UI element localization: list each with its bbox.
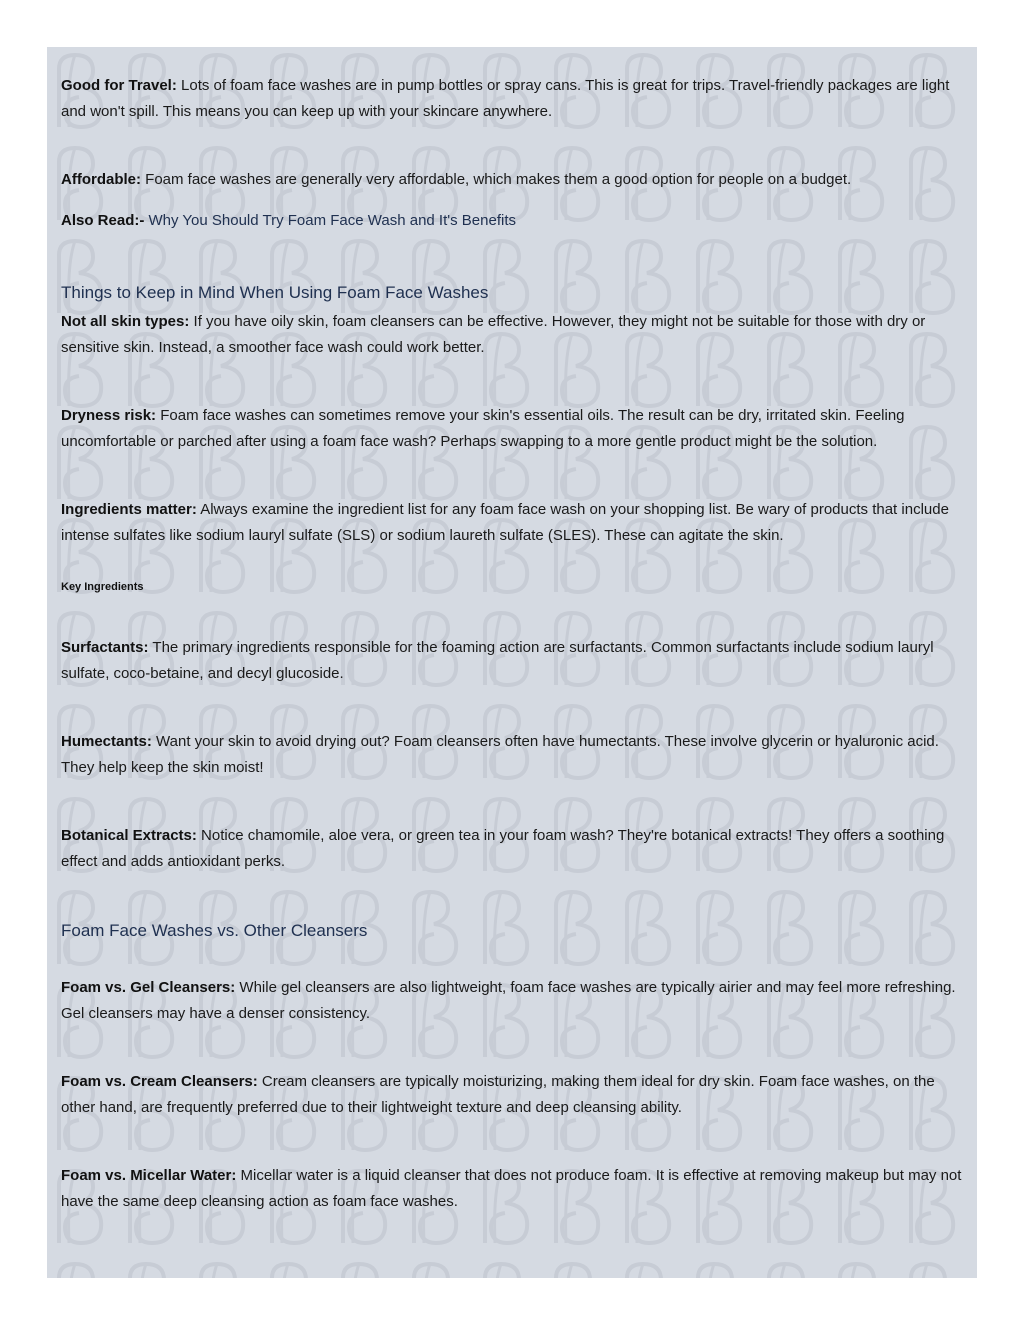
micellar-paragraph [61, 1163, 963, 1215]
micellar-label: Foam vs. Micellar Water: [61, 1167, 237, 1184]
affordable-label: Affordable: [61, 171, 141, 188]
also-read-paragraph [61, 208, 963, 234]
skin-types-paragraph [61, 309, 963, 361]
gel-text: While gel cleansers are also lightweight, foam face washes are typically airier and may feel more refreshing. Gel cleansers may have a denser consistency. [61, 979, 956, 1022]
ingredients-label: Ingredients matter: [61, 501, 197, 518]
travel-label: Good for Travel: [61, 77, 177, 94]
ingredients-text: Always examine the ingredient list for any foam face wash on your shopping list. Be wary of products that include intense sulfates like sodium lauryl sulfate (SLS) or sodium laureth sulfate (SLES). These can agitate the skin. [61, 501, 949, 544]
humectants-text: Want your skin to avoid drying out? Foam cleansers often have humectants. These involve glycerin or hyaluronic acid. They help keep the skin moist! [61, 733, 939, 776]
humectants-label: Humectants: [61, 733, 152, 750]
dryness-paragraph [61, 403, 963, 455]
surfactants-text: The primary ingredients responsible for the foaming action are surfactants. Common surfactants include sodium lauryl sulfate, coco-betaine, and decyl glucoside. [61, 639, 934, 682]
cream-paragraph [61, 1069, 963, 1121]
ingredients-paragraph [61, 497, 963, 549]
key-ingredients-heading: Key Ingredients [61, 581, 144, 593]
humectants-paragraph [61, 729, 963, 781]
travel-paragraph [61, 73, 963, 125]
dryness-text: Foam face washes can sometimes remove your skin's essential oils. The result can be dry, irritated skin. Feeling uncomfortable or parched after using a foam face wash? Perhaps swapping to a more gentle product might be the solution. [61, 407, 905, 450]
surfactants-paragraph [61, 635, 963, 687]
cream-label: Foam vs. Cream Cleansers: [61, 1073, 258, 1090]
document-page [47, 47, 977, 1278]
skin-types-text: If you have oily skin, foam cleansers can be effective. However, they might not be suitable for those with dry or sensitive skin. Instead, a smoother face wash could work better. [61, 313, 926, 356]
botanical-paragraph [61, 823, 963, 875]
botanical-label: Botanical Extracts: [61, 827, 197, 844]
skin-types-label: Not all skin types: [61, 313, 190, 330]
also-read-link[interactable]: Why You Should Try Foam Face Wash and It's Benefits [144, 212, 516, 229]
cream-text: Cream cleansers are typically moisturizing, making them ideal for dry skin. Foam face washes, on the other hand, are frequently preferred due to their lightweight texture and deep cleansing ability. [61, 1073, 935, 1116]
affordable-text: Foam face washes are generally very affordable, which makes them a good option for people on a budget. [141, 171, 852, 188]
surfactants-label: Surfactants: [61, 639, 149, 656]
travel-text: Lots of foam face washes are in pump bottles or spray cans. This is great for trips. Travel-friendly packages are light and won't spill. This means you can keep up with your skincare anywhere. [61, 77, 950, 120]
dryness-label: Dryness risk: [61, 407, 157, 424]
also-read-label: Also Read:- [61, 212, 145, 229]
gel-label: Foam vs. Gel Cleansers: [61, 979, 236, 996]
section-heading-foam-vs-other: Foam Face Washes vs. Other Cleansers [61, 921, 368, 940]
micellar-text: Micellar water is a liquid cleanser that does not produce foam. It is effective at removing makeup but may not have the same deep cleansing action as foam face washes. [61, 1167, 962, 1210]
botanical-text: Notice chamomile, aloe vera, or green tea in your foam wash? They're botanical extracts! They offers a soothing effect and adds antioxidant perks. [61, 827, 945, 870]
affordable-paragraph [61, 167, 963, 193]
gel-paragraph [61, 975, 963, 1027]
section-heading-things-to-keep-in-mind: Things to Keep in Mind When Using Foam Face Washes [61, 283, 489, 302]
